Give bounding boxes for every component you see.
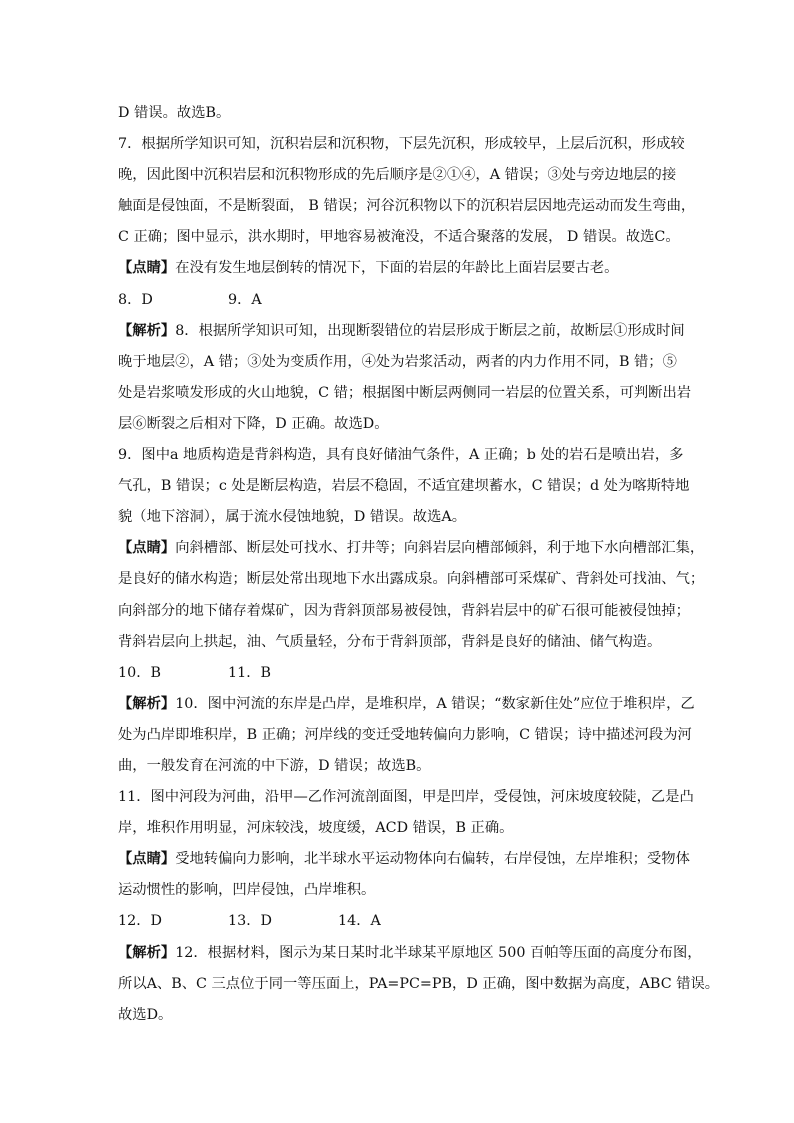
answer-row [118,658,680,689]
text-line: 曲，一般发育在河流的中下游，D 错误；故选B。 [118,757,431,774]
text-line: 貌（地下溶洞），属于流水侵蚀地貌，D 错误。故选A。 [118,509,467,526]
text-span: 向斜槽部、断层处可找水、打井等；向斜岩层向槽部倾斜，利于地下水向槽部汇集， [175,540,705,557]
answer-row [118,906,680,937]
key-point-line [118,533,705,564]
answer-item: 13．D [228,913,272,930]
text-line: 11．图中河段为河曲，沿甲—乙作河流剖面图，甲是凹岸，受侵蚀，河床坡度较陡，乙是凸 [118,789,694,806]
text-line: 触面是侵蚀面，不是断裂面， B 错误；河谷沉积物以下的沉积岩层因地壳运动而发生弯曲， [118,198,696,215]
text-span: 在没有发生地层倒转的情况下，下面的岩层的年龄比上面岩层要古老。 [175,260,619,277]
text-line: 故选D。 [118,1006,173,1023]
answer-item: 10．B [118,664,161,681]
text-line: 处是岩浆喷发形成的火山地貌，C 错；根据图中断层两侧同一岩层的位置关系，可判断出岩 [118,384,692,401]
answer-row [118,285,680,316]
text-line: 9．图中a 地质构造是背斜构造，具有良好储油气条件，A 正确；b 处的岩石是喷出岩，多 [118,447,684,464]
analysis-line [118,938,702,969]
answer-item: 9．A [228,291,262,308]
answer-item: 12．D [118,913,162,930]
document-page [118,98,720,1031]
text-line: 晚于地层②，A 错；③处为变质作用，④处为岩浆活动，两者的内力作用不同，B 错；⑤ [118,353,677,370]
text-line: 运动惯性的影响，凹岸侵蚀，凸岸堆积。 [118,882,376,899]
text-line: 层⑥断裂之后相对下降，D 正确。故选D。 [118,415,389,432]
text-span: 10．图中河流的东岸是凸岸，是堆积岸，A 错误；“数家新住处”应位于堆积岸，乙 [175,695,695,712]
text-span: 8．根据所学知识可知，出现断裂错位的岩层形成于断层之前，故断层①形成时间 [175,322,685,339]
text-line: C 正确；图中显示，洪水期时，甲地容易被淹没，不适合聚落的发展， D 错误。故选C。 [118,229,680,246]
key-point-line [118,253,680,284]
answer-item: 8．D [118,291,153,308]
key-point-tag: 【点睛】 [118,851,176,868]
analysis-tag: 【解析】 [118,944,176,961]
text-span: 受地转偏向力影响，北半球水平运动物体向右偏转，右岸侵蚀，左岸堆积；受物体 [175,851,690,868]
text-line: 晚，因此图中沉积岩层和沉积物形成的先后顺序是②①④，A 错误；③处与旁边地层的接 [118,167,677,184]
analysis-line [118,689,695,720]
text-line: 7．根据所学知识可知，沉积岩层和沉积物，下层先沉积，形成较早，上层后沉积，形成较 [118,136,685,153]
answer-item: 11．B [228,664,271,681]
analysis-tag: 【解析】 [118,695,176,712]
text-line: 所以A、B、C 三点位于同一等压面上，PA=PC=PB，D 正确，图中数据为高度，ABC 错误。 [118,975,720,992]
text-line: 岸，堆积作用明显，河床较浅，坡度缓，ACD 错误，B 正确。 [118,820,514,837]
text-line: 背斜岩层向上拱起，油、气质量轻，分布于背斜顶部，背斜是良好的储油、储气构造。 [118,633,662,650]
text-line: 气孔，B 错误；c 处是断层构造，岩层不稳固，不适宜建坝蓄水，C 错误；d 处为喀斯特地 [118,478,690,495]
text-line: 向斜部分的地下储存着煤矿，因为背斜顶部易被侵蚀，背斜岩层中的矿石很可能被侵蚀掉； [118,602,690,619]
analysis-line [118,316,685,347]
text-line: 处为凸岸即堆积岸，B 正确；河岸线的变迁受地转偏向力影响，C 错误；诗中描述河段为河 [118,726,692,743]
analysis-tag: 【解析】 [118,322,176,339]
text-line: D 错误。故选B。 [118,105,231,121]
key-point-line [118,844,690,875]
key-point-tag: 【点睛】 [118,260,176,277]
answer-item: 14．A [338,913,381,930]
text-span: 12．根据材料，图示为某日某时北半球某平原地区 500 百帕等压面的高度分布图， [175,944,702,961]
key-point-tag: 【点睛】 [118,540,176,557]
text-line: 是良好的储水构造；断层处常出现地下水出露成泉。向斜槽部可采煤矿、背斜处可找油、气； [118,571,705,588]
